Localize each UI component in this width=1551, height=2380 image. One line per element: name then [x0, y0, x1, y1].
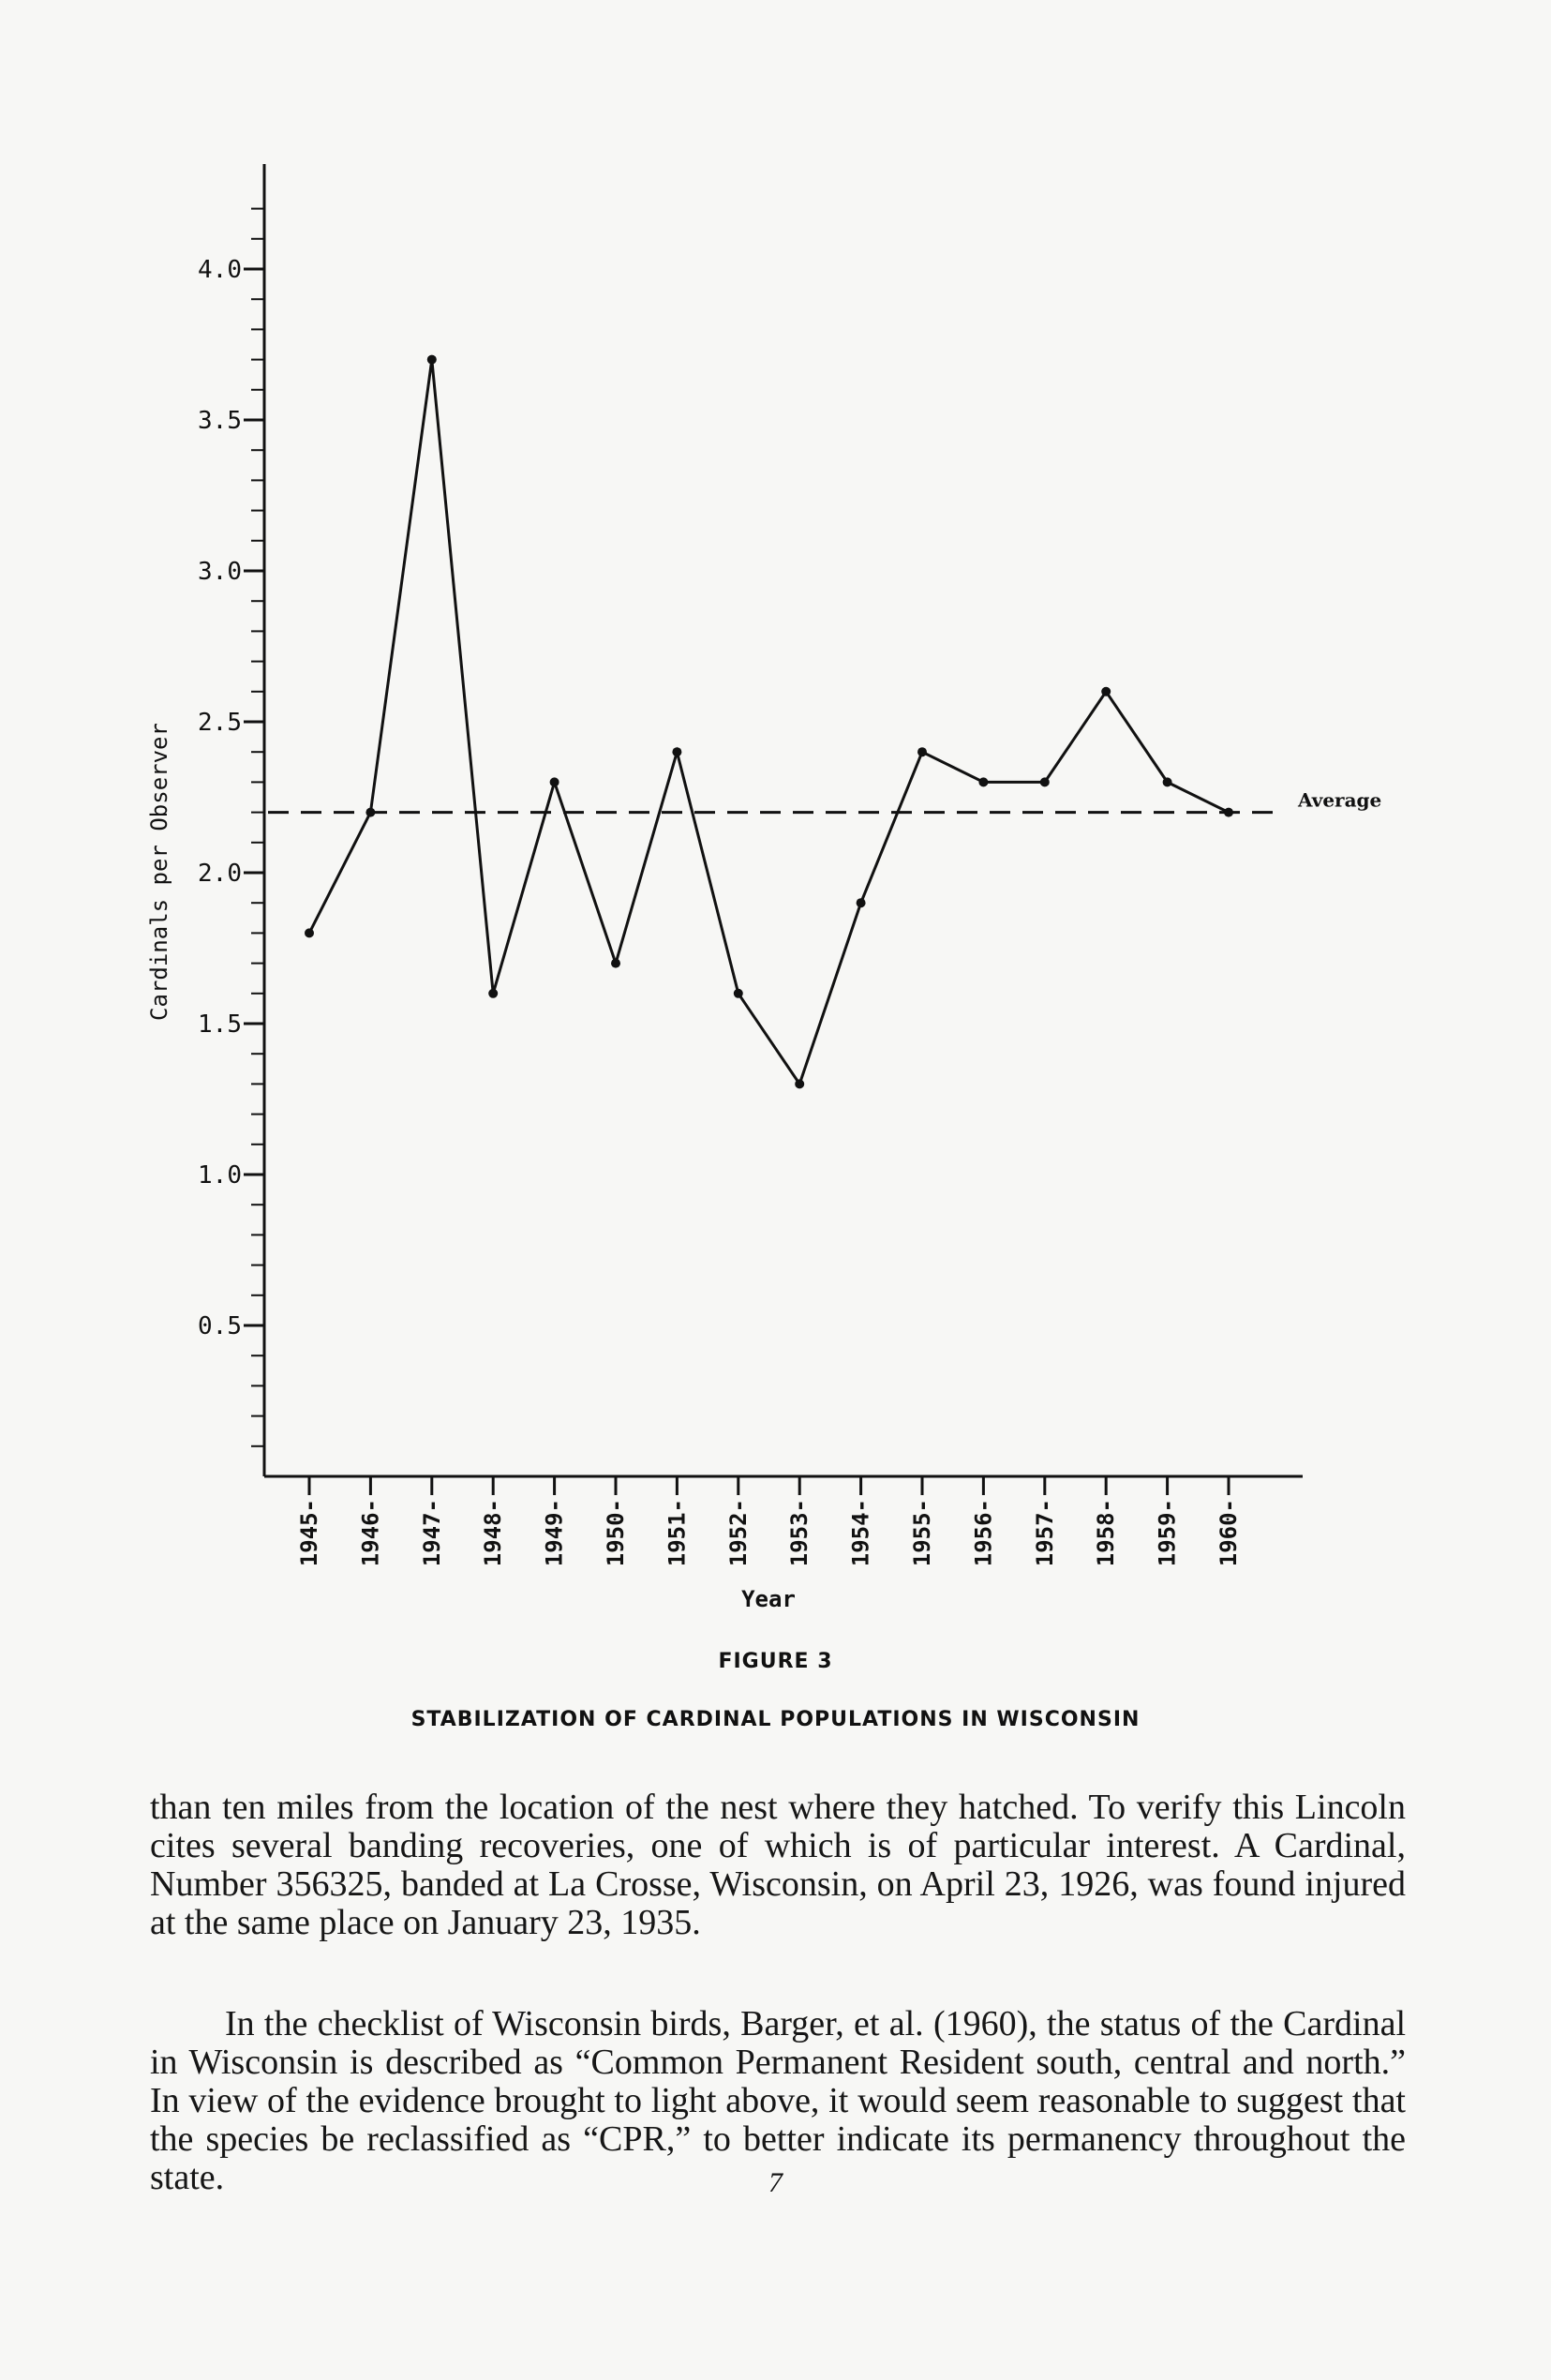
data-point-1960 [1224, 808, 1233, 817]
data-point-1946 [365, 808, 375, 817]
data-point-1948 [488, 989, 498, 998]
x-tick-label: 1950- [603, 1499, 629, 1567]
x-tick-label: 1952- [724, 1499, 752, 1567]
body-paragraph-1: than ten miles from the location of the nest where they hatched. To verify this Lincoln cites several banding recoveries, one of which is of particular interest. A Cardinal, Number 356325, banded at La Crosse, Wisconsin, on April 23, 1926, was found injured at the same place on January 23, 1935. [150, 1788, 1406, 1942]
data-point-1950 [611, 959, 620, 968]
y-minor-ticks [251, 209, 264, 1446]
x-tick-label: 1955- [909, 1499, 935, 1567]
x-axis-title: Year [741, 1586, 796, 1612]
data-point-1949 [550, 777, 559, 786]
y-tick-label: 1.5 [198, 1010, 242, 1039]
figure-caption: STABILIZATION OF CARDINAL POPULATIONS IN WISCONSIN [410, 1708, 1141, 1731]
y-tick-label: 1.0 [198, 1161, 242, 1190]
data-point-1957 [1040, 777, 1050, 786]
series-line [309, 360, 1229, 1085]
y-tick-label: 2.5 [198, 709, 242, 737]
x-tick-label: 1947- [418, 1499, 445, 1567]
y-axis-title: Cardinals per Observer [146, 723, 172, 1021]
data-point-1953 [795, 1079, 804, 1088]
x-tick-label: 1958- [1093, 1499, 1120, 1567]
x-tick-label: 1948- [480, 1499, 507, 1567]
y-tick-label: 2.0 [198, 860, 242, 888]
data-point-1952 [734, 989, 743, 998]
page-number: 7 [768, 2167, 783, 2198]
data-points [305, 355, 1233, 1089]
data-point-1955 [917, 747, 927, 756]
data-point-1947 [427, 355, 437, 365]
body-paragraph-2: In the checklist of Wisconsin birds, Barger, et al. (1960), the status of the Cardinal in Wisconsin is described as “Common Permanent Resident south, central and north.” In view of the evidence brought to light above, it would seem reasonable to suggest that the species be reclassified as “CPR,” to better indicate its permanency throughout the state. [150, 2004, 1406, 2197]
y-tick-label: 4.0 [198, 256, 242, 284]
x-tick-label: 1959- [1154, 1499, 1181, 1567]
x-ticks [296, 1476, 1242, 1566]
x-tick-label: 1949- [541, 1499, 568, 1567]
y-tick-label: 3.5 [198, 407, 242, 435]
average-label: Average [1298, 788, 1382, 812]
x-tick-label: 1946- [357, 1499, 384, 1567]
y-ticks [198, 256, 264, 1340]
y-tick-label: 0.5 [198, 1312, 242, 1340]
y-tick-label: 3.0 [198, 558, 242, 586]
x-tick-label: 1945- [296, 1499, 322, 1567]
x-tick-label: 1953- [786, 1499, 813, 1567]
x-tick-label: 1957- [1031, 1499, 1058, 1567]
x-tick-label: 1956- [970, 1499, 997, 1567]
data-point-1956 [978, 777, 988, 786]
x-tick-label: 1954- [847, 1499, 874, 1567]
data-point-1945 [305, 928, 314, 937]
x-tick-label: 1951- [664, 1499, 691, 1567]
data-point-1958 [1101, 687, 1111, 696]
data-point-1954 [857, 898, 866, 907]
figure-number: FIGURE 3 [718, 1650, 833, 1673]
x-tick-label: 1960- [1215, 1499, 1242, 1567]
data-point-1959 [1163, 777, 1172, 786]
data-point-1951 [672, 747, 681, 756]
